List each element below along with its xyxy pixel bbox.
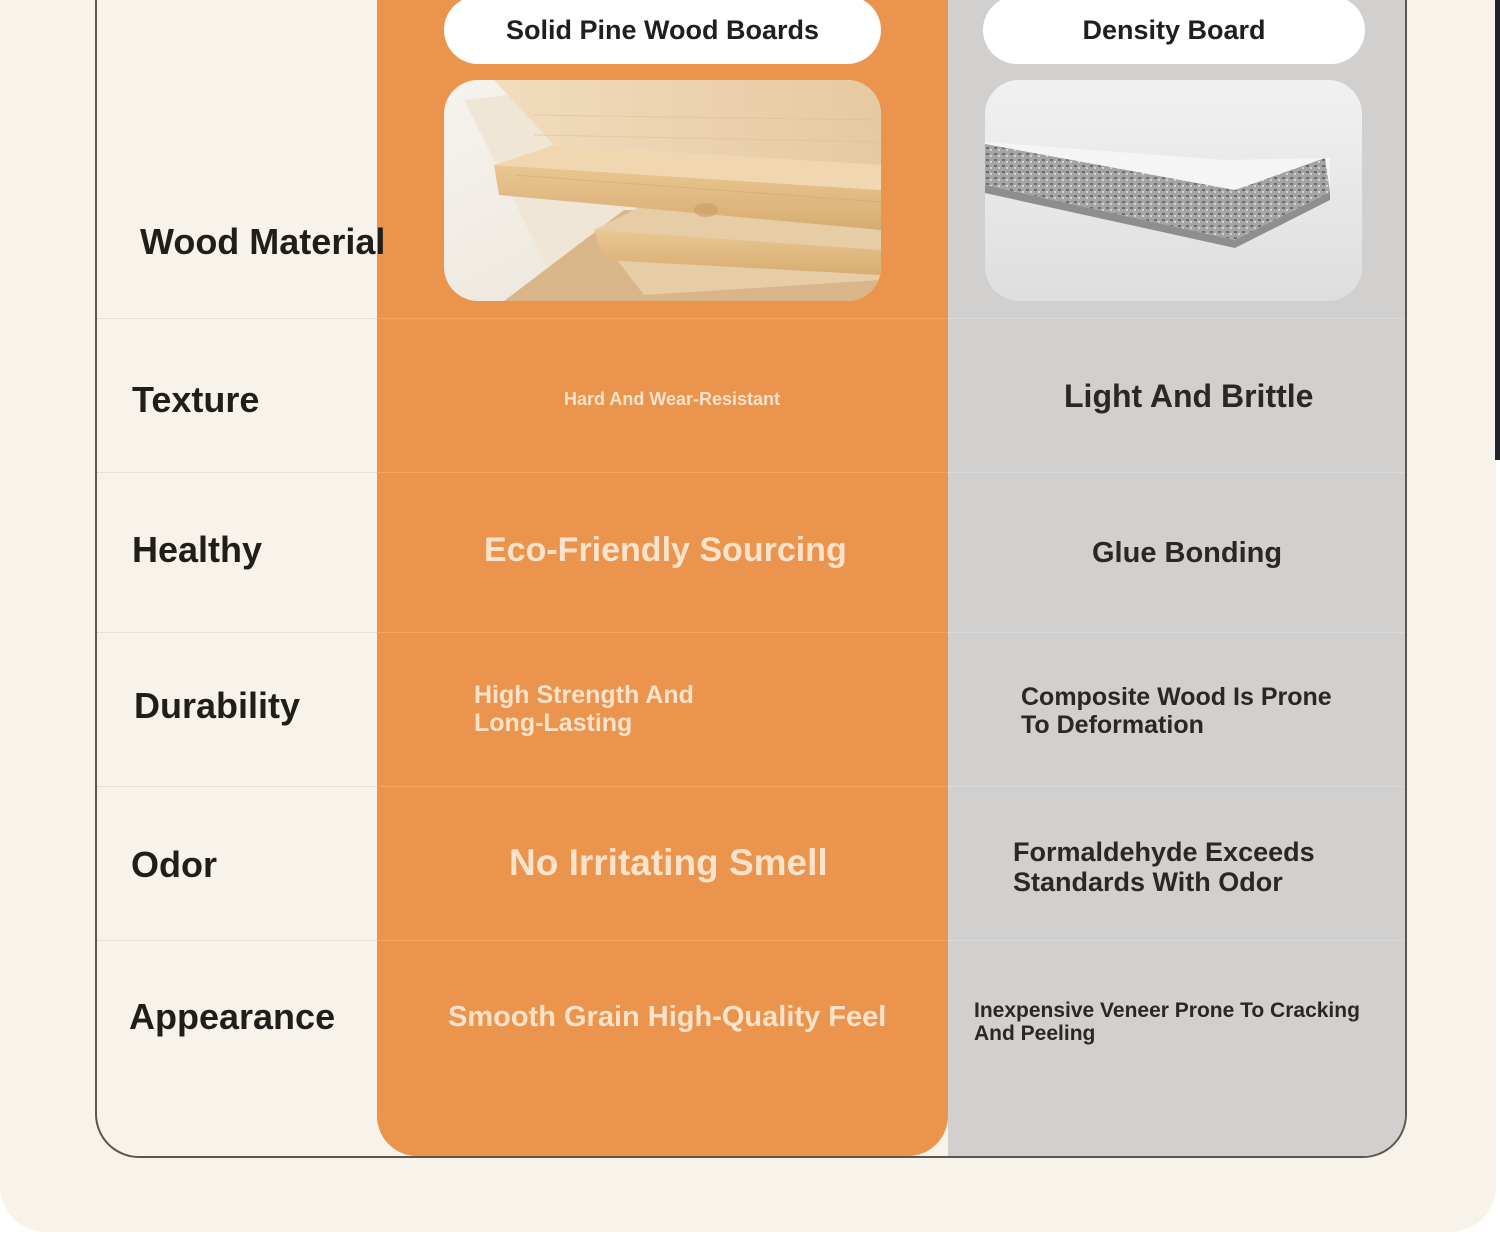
density-texture-cell: Light And Brittle xyxy=(1064,378,1314,414)
row-label-durability: Durability xyxy=(134,685,301,726)
row-divider xyxy=(97,632,377,633)
particle-board-photo xyxy=(985,80,1362,301)
solid-wood-title: Solid Pine Wood Boards xyxy=(505,14,820,45)
density-board-header xyxy=(983,0,1365,64)
density-odor-cell: Formaldehyde Exceeds Standards With Odor xyxy=(1013,837,1315,897)
row-label-appearance: Appearance xyxy=(129,996,336,1037)
row-divider xyxy=(97,472,377,473)
solid-healthy-cell: Eco-Friendly Sourcing xyxy=(484,531,847,569)
solid-appearance-cell: Smooth Grain High-Quality Feel xyxy=(448,1001,887,1033)
solid-durability-cell: High Strength And Long-Lasting xyxy=(474,681,694,737)
comparison-table xyxy=(95,0,1407,1158)
solid-odor-cell: No Irritating Smell xyxy=(509,842,828,883)
solid-wood-header xyxy=(444,0,881,64)
density-board-title: Density Board xyxy=(1082,14,1266,45)
density-healthy-cell: Glue Bonding xyxy=(1092,537,1283,569)
row-label-odor: Odor xyxy=(131,844,217,885)
row-label-healthy: Healthy xyxy=(132,529,263,570)
density-appearance-cell: Inexpensive Veneer Prone To Cracking And Peeling xyxy=(974,999,1360,1046)
edge-line xyxy=(1495,0,1500,460)
row-divider xyxy=(97,786,377,787)
row-divider xyxy=(97,318,377,319)
row-divider xyxy=(97,940,377,941)
pine-wood-boards-photo xyxy=(444,80,881,301)
density-durability-cell: Composite Wood Is Prone To Deformation xyxy=(1021,683,1332,739)
row-label-texture: Texture xyxy=(132,379,260,420)
solid-texture-cell: Hard And Wear-Resistant xyxy=(564,389,781,409)
row-label-wood-material: Wood Material xyxy=(140,221,386,262)
